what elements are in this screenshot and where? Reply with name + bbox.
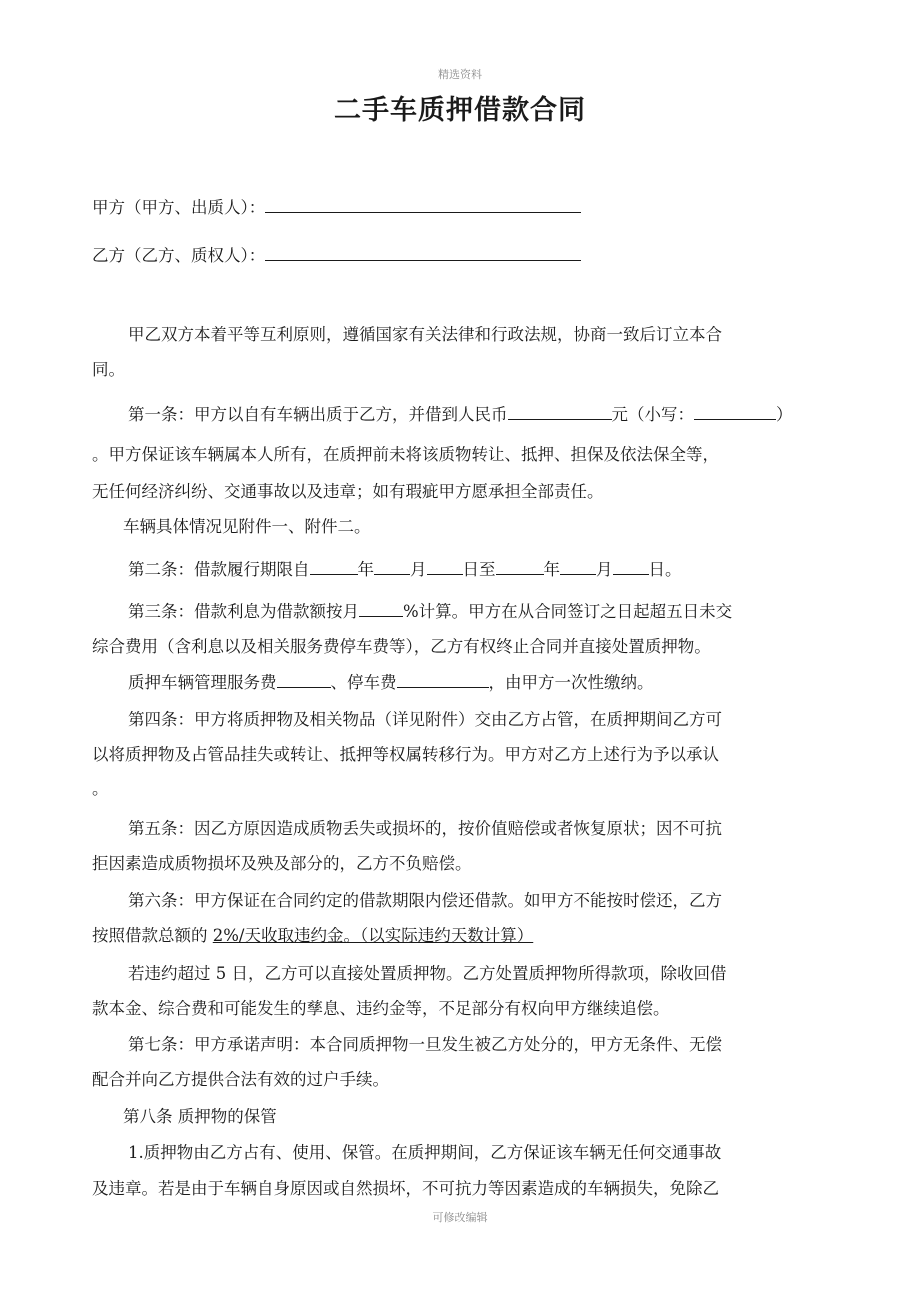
article-5-line-1: 第五条：因乙方原因造成质物丢失或损坏的，按价值赔偿或者恢复原状；因不可抗 [128,819,722,838]
article-3-line-1 [92,598,836,622]
article-1-line-3: 无任何经济纠纷、交通事故以及违章；如有瑕疵甲方愿承担全部责任。 [92,482,604,501]
article-3-text-c: 质押车辆管理服务费 [128,673,277,692]
article-5-line-2: 拒因素造成质物损坏及殃及部分的，乙方不负赔偿。 [92,854,472,873]
preamble-line-1: 甲乙双方本着平等互利原则，遵循国家有关法律和行政法规，协商一致后订立本合 [128,325,722,344]
end-day-label: 日。 [648,560,682,579]
preamble-line-2: 同。 [92,360,125,379]
penalty-rate-text: 2%/天收取违约金。（以实际违约天数计算） [212,926,534,945]
article-8-line-1: 1.质押物由乙方占有、使用、保管。在质押期间，乙方保证该车辆无任何交通事故 [128,1143,722,1162]
article-4-line-2: 以将质押物及占管品挂失或转让、抵押等权属转移行为。甲方对乙方上述行为予以承认 [92,745,719,764]
article-7-line-2: 配合并向乙方提供合法有效的过户手续。 [92,1070,389,1089]
party-b-line [92,242,581,266]
article-1-text-c: ） [776,405,793,424]
article-4-line-1: 第四条：甲方将质押物及相关物品（详见附件）交由乙方占管，在质押期间乙方可 [128,710,722,729]
article-3-line-2: 综合费用（含利息以及相关服务费停车费等），乙方有权终止合同并直接处置质押物。 [92,637,711,656]
article-1-text-b: 元（小写： [611,405,694,424]
article-3-text-a: 第三条：借款利息为借款额按月 [128,602,359,621]
loan-amount-blank [508,402,612,420]
article-1-line-2: 。甲方保证该车辆属本人所有，在质押前未将该质物转让、抵押、担保及依法保全等， [92,445,719,464]
end-month-blank [560,557,596,575]
start-year-blank [310,557,358,575]
article-7-line-1: 第七条：甲方承诺声明：本合同质押物一旦发生被乙方处分的，甲方无条件、无偿 [128,1035,722,1054]
article-6-line-3: 若违约超过 5 日，乙方可以直接处置质押物。乙方处置质押物所得款项，除收回借 [128,964,727,983]
party-b-label: 乙方（乙方、质权人）： [92,246,266,265]
party-b-blank [265,243,581,261]
party-a-line [92,194,581,218]
article-2-text-a: 第二条：借款履行期限自 [128,560,310,579]
start-year-label: 年 [357,560,374,579]
article-1-line-4: 车辆具体情况见附件一、附件二。 [123,517,371,536]
article-8-title: 第八条 质押物的保管 [123,1107,277,1126]
end-month-label: 月 [596,560,613,579]
party-a-blank [265,195,581,213]
party-a-label: 甲方（甲方、出质人）： [92,198,266,217]
article-3-text-d: 、停车费 [330,673,397,692]
article-1-line-1 [92,401,836,425]
footer-note: 可修改编辑 [432,1211,488,1224]
article-1-text-a: 第一条：甲方以自有车辆出质于乙方，并借到人民币 [128,405,508,424]
article-3-line-3 [92,669,836,693]
start-month-label: 月 [410,560,427,579]
article-6-line-2 [92,922,800,946]
article-2-line [92,556,836,580]
article-3-text-b: %计算。甲方在从合同签订之日起超五日未交 [403,602,733,621]
article-8-line-2: 及违章。若是由于车辆自身原因或自然损坏，不可抗力等因素造成的车辆损失，免除乙 [92,1179,719,1198]
end-year-blank [496,557,544,575]
loan-amount-numeric-blank [694,402,776,420]
header-note: 精选资料 [438,68,482,81]
article-6-line-4: 款本金、综合费和可能发生的孳息、违约金等，不足部分有权向甲方继续追偿。 [92,999,670,1018]
page-title: 二手车质押借款合同 [334,95,586,126]
start-day-label: 日至 [462,560,496,579]
end-year-label: 年 [543,560,560,579]
article-6-line-1: 第六条：甲方保证在合同约定的借款期限内偿还借款。如甲方不能按时偿还，乙方 [128,891,722,910]
start-month-blank [374,557,410,575]
start-day-blank [427,557,463,575]
parking-fee-blank [397,670,489,688]
article-3-text-e: ，由甲方一次性缴纳。 [488,673,654,692]
end-day-blank [613,557,649,575]
article-4-line-3: 。 [92,779,109,798]
article-6-text-a: 按照借款总额的 [92,926,213,945]
interest-rate-blank [359,599,403,617]
service-fee-blank [277,670,331,688]
